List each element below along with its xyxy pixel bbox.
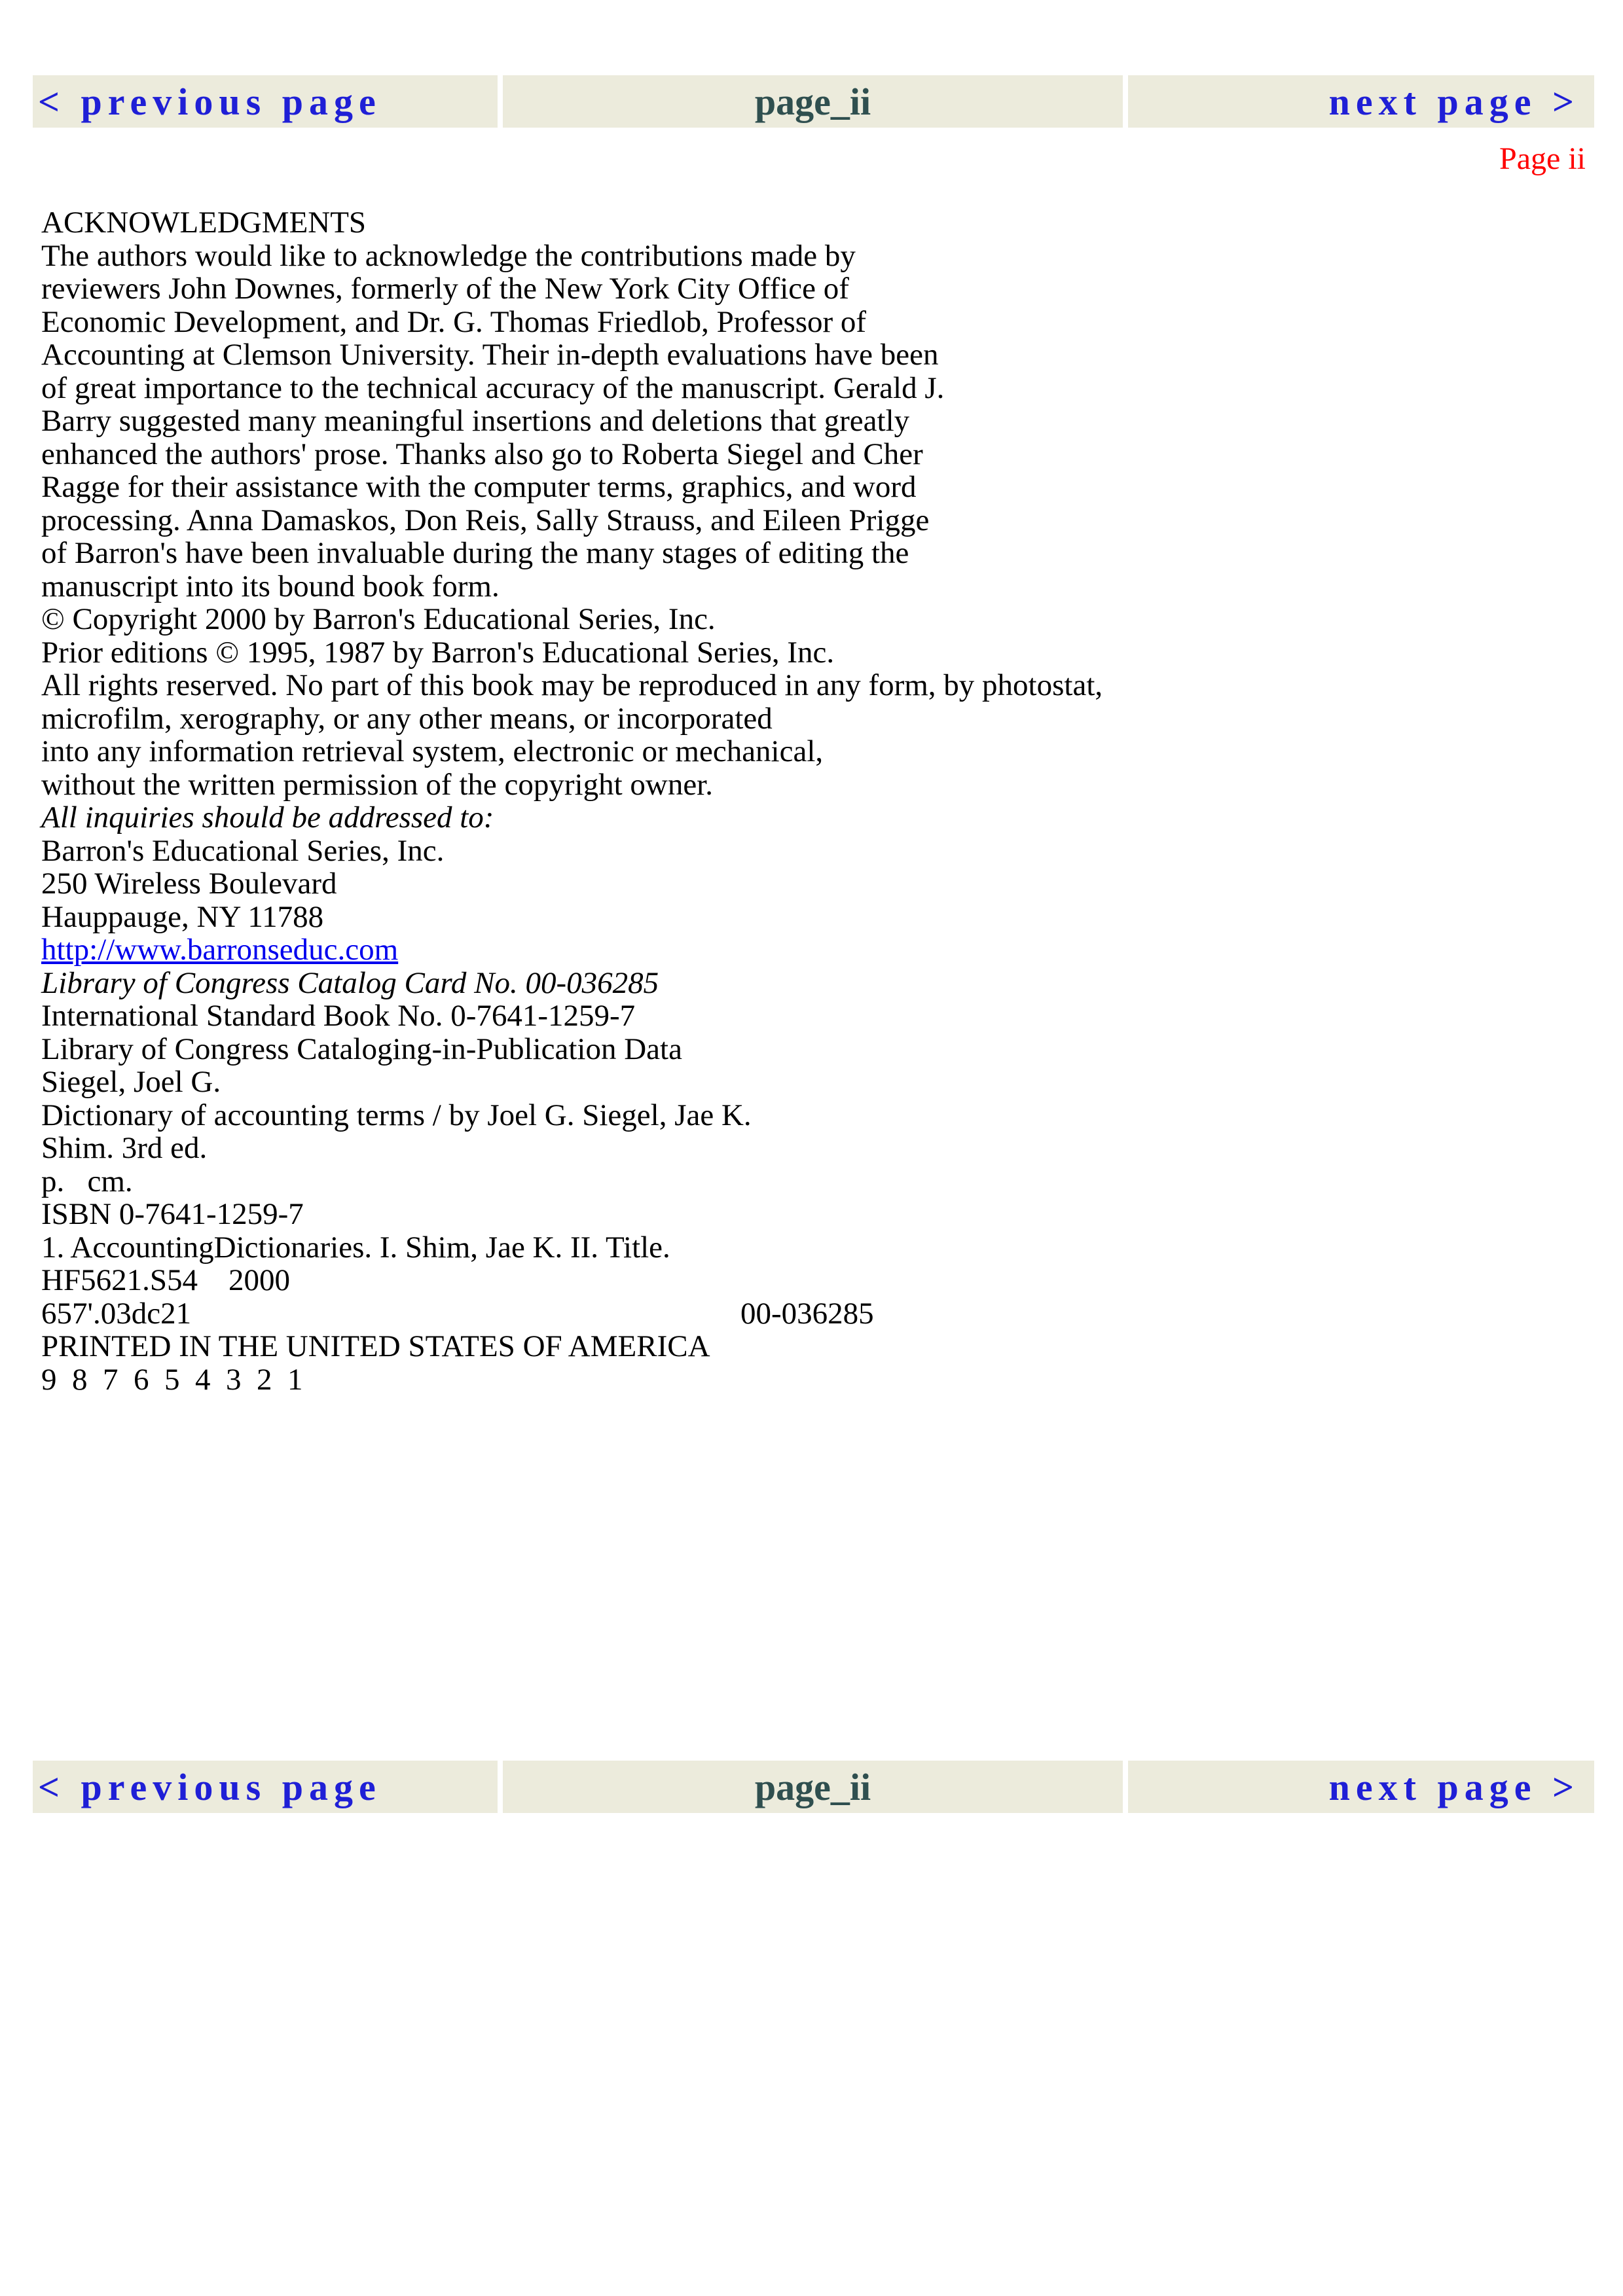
cip-isbn: ISBN 0-7641-1259-7: [41, 1197, 304, 1231]
copyright-notice: [41, 603, 1547, 669]
text-line: of Barron's have been invaluable during the many stages of editing the: [41, 536, 909, 570]
cip-call-number: HF5621.S54 2000: [41, 1263, 290, 1297]
isbn-statement: International Standard Book No. 0-7641-1259-7: [41, 999, 636, 1033]
cip-physical: p. cm.: [41, 1164, 133, 1198]
printing-numbers: 9 8 7 6 5 4 3 2 1: [41, 1362, 303, 1397]
next-page-cell: [1128, 75, 1594, 128]
inquiries-label: All inquiries should be addressed to:: [41, 800, 494, 834]
publisher-name: Barron's Educational Series, Inc.: [41, 833, 445, 868]
rights-notice: [41, 669, 1547, 801]
text-line: All rights reserved. No part of this book may be reproduced in any form, by photostat,: [41, 668, 1103, 702]
cip-lccn: 00-036285: [740, 1296, 874, 1331]
catalog-card-number: Library of Congress Catalog Card No. 00-036285: [41, 965, 659, 1000]
acknowledgments-heading: ACKNOWLEDGMENTS: [41, 206, 367, 240]
cip-dewey: 657'.03dc21: [41, 1296, 192, 1331]
text-line: processing. Anna Damaskos, Don Reis, Sally Strauss, and Eileen Prigge: [41, 503, 930, 537]
cip-heading: Library of Congress Cataloging-in-Publication Data: [41, 1031, 682, 1066]
previous-page-link[interactable]: < previous page: [38, 1765, 382, 1808]
acknowledgments-paragraph: [41, 240, 1547, 603]
inquiries-address: [41, 801, 1547, 967]
page-name: page_ii: [503, 75, 1123, 128]
text-line: Economic Development, and Dr. G. Thomas Friedlob, Professor of: [41, 304, 867, 339]
previous-page-cell: [33, 75, 498, 128]
cip-title-line: Dictionary of accounting terms / by Joel G. Siegel, Jae K.: [41, 1098, 752, 1132]
cip-subjects: 1. AccountingDictionaries. I. Shim, Jae K. II. Title.: [41, 1230, 670, 1265]
publisher-website-link[interactable]: http://www.barronseduc.com: [41, 933, 399, 967]
prior-editions-line: Prior editions © 1995, 1987 by Barron's Educational Series, Inc.: [41, 635, 835, 670]
text-line: The authors would like to acknowledge the contributions made by: [41, 238, 856, 273]
text-line: Barry suggested many meaningful insertions and deletions that greatly: [41, 404, 910, 438]
text-line: into any information retrieval system, electronic or mechanical,: [41, 734, 824, 768]
text-line: enhanced the authors' prose. Thanks also go to Roberta Siegel and Cher: [41, 437, 923, 471]
street-address: 250 Wireless Boulevard: [41, 867, 337, 901]
next-page-cell: [1128, 1761, 1594, 1813]
cip-author: Siegel, Joel G.: [41, 1065, 221, 1099]
cip-title-line: Shim. 3rd ed.: [41, 1131, 208, 1165]
bottom-navigation-bar: [33, 1761, 1594, 1813]
previous-page-cell: [33, 1761, 498, 1813]
cip-classification-row: [41, 1297, 1547, 1331]
text-line: microfilm, xerography, or any other means, or incorporated: [41, 701, 773, 736]
text-line: Accounting at Clemson University. Their in-depth evaluations have been: [41, 338, 939, 372]
text-line: Ragge for their assistance with the computer terms, graphics, and word: [41, 470, 917, 504]
printing-info: [41, 1330, 1547, 1396]
page-content: [41, 206, 1547, 1396]
text-line: of great importance to the technical accuracy of the manuscript. Gerald J.: [41, 370, 945, 405]
page-name: page_ii: [503, 1761, 1123, 1813]
cip-record: [41, 1066, 1547, 1330]
text-line: reviewers John Downes, formerly of the New York City Office of: [41, 272, 849, 306]
printed-in-line: PRINTED IN THE UNITED STATES OF AMERICA: [41, 1329, 710, 1363]
next-page-link[interactable]: next page >: [1328, 1765, 1580, 1808]
city-address: Hauppauge, NY 11788: [41, 899, 324, 934]
page-number-label: Page ii: [1499, 141, 1586, 176]
top-navigation-bar: [33, 75, 1594, 128]
text-line: manuscript into its bound book form.: [41, 569, 500, 603]
copyright-line: © Copyright 2000 by Barron's Educational Series, Inc.: [41, 602, 716, 636]
previous-page-link[interactable]: < previous page: [38, 80, 382, 123]
next-page-link[interactable]: next page >: [1328, 80, 1580, 123]
text-line: without the written permission of the copyright owner.: [41, 767, 713, 802]
